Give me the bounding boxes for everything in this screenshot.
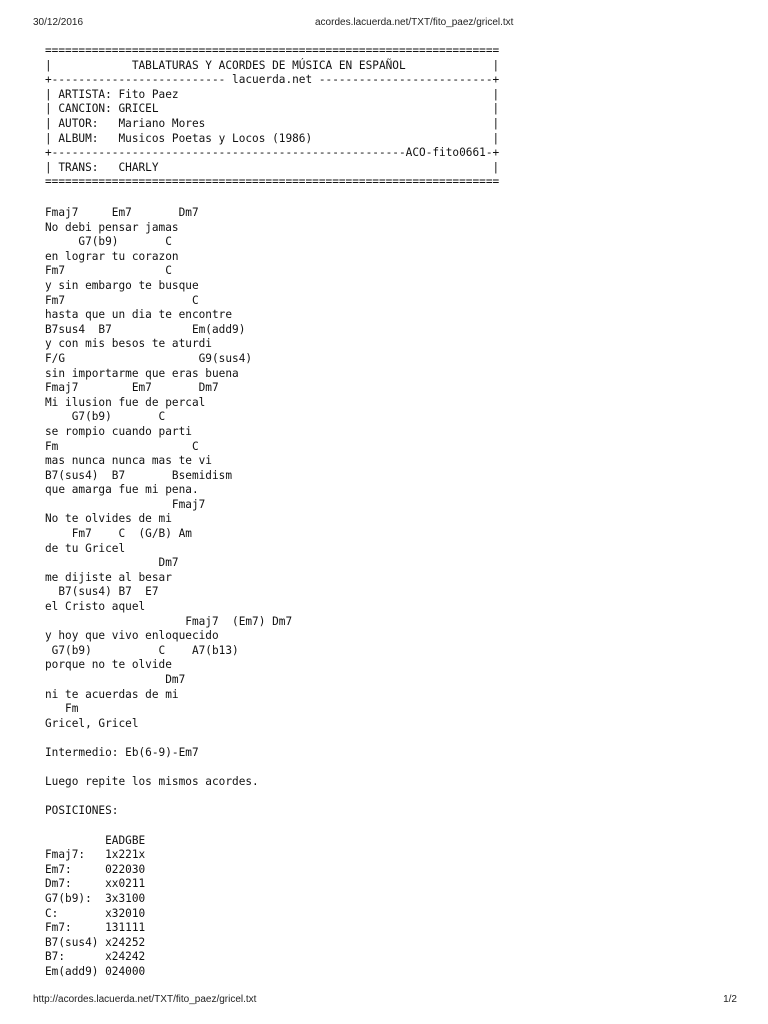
song-line: G7(b9) C xyxy=(45,410,166,424)
banner-line: | ALBUM: Musicos Poetas y Locos (1986) | xyxy=(45,131,500,145)
song-line: Dm7 xyxy=(45,673,186,686)
song-line: mas nunca nunca mas te vi xyxy=(45,454,212,468)
song-line: y hoy que vivo enloquecido xyxy=(45,629,219,643)
song-line: el Cristo aquel xyxy=(45,600,146,614)
banner-line: | ARTISTA: Fito Paez | xyxy=(45,87,500,101)
song-line xyxy=(45,761,292,776)
song-line xyxy=(45,790,292,805)
song-line: B7(sus4) B7 Bsemidism xyxy=(45,468,233,482)
song-line: Mi ilusion fue de percal xyxy=(45,395,206,409)
print-date: 30/12/2016 xyxy=(33,17,84,28)
song-line xyxy=(45,819,292,834)
song-line: en lograr tu corazon xyxy=(45,249,179,263)
banner-line: | AUTOR: Mariano Mores | xyxy=(45,116,500,130)
song-line: Fmaj7 xyxy=(45,497,206,511)
print-header-url: acordes.lacuerda.net/TXT/fito_paez/gricel.txt xyxy=(315,17,514,28)
song-line: Em7: 022030 xyxy=(45,862,146,876)
song-line: Fmaj7 Em7 Dm7 xyxy=(45,206,199,219)
song-line: que amarga fue mi pena. xyxy=(45,483,199,497)
song-line: Fm xyxy=(45,702,79,716)
song-line: Fmaj7 (Em7) Dm7 xyxy=(45,614,293,628)
song-line: y con mis besos te aturdi xyxy=(45,337,212,351)
song-line: Fmaj7: 1x221x xyxy=(45,848,146,862)
song-line: B7(sus4) x24252 xyxy=(45,935,146,949)
song-line: Fmaj7 Em7 Dm7 xyxy=(45,381,219,395)
song-line: No te olvides de mi xyxy=(45,512,172,526)
song-line: Gricel, Gricel xyxy=(45,716,139,730)
song-line: porque no te olvide xyxy=(45,658,172,672)
song-line: B7sus4 B7 Em(add9) xyxy=(45,322,246,336)
banner-line: | TABLATURAS Y ACORDES DE MÚSICA EN ESPAÑOL | xyxy=(45,58,500,72)
song-line: Fm7: 131111 xyxy=(45,921,146,935)
song-line: hasta que un dia te encontre xyxy=(45,308,233,322)
song-line: B7: x24242 xyxy=(45,950,146,964)
song-line: Fm7 C xyxy=(45,293,199,307)
song-line: Fm7 C xyxy=(45,264,172,278)
banner-line: | CANCION: GRICEL | xyxy=(45,102,500,116)
song-line: EADGBE xyxy=(45,833,146,847)
song-line xyxy=(45,731,292,746)
song-line: C: x32010 xyxy=(45,906,146,920)
song-line: sin importarme que eras buena xyxy=(45,366,239,380)
song-line: me dijiste al besar xyxy=(45,570,172,584)
banner-line: +-----------------------------------------------------ACO-fito0661-+ xyxy=(45,146,500,160)
info-banner xyxy=(45,44,499,190)
banner-line: +-------------------------- lacuerda.net --------------------------+ xyxy=(45,73,500,87)
song-line: Em(add9) 024000 xyxy=(45,964,146,978)
song-line: G7(b9): 3x3100 xyxy=(45,891,146,905)
song-line: Intermedio: Eb(6-9)-Em7 xyxy=(45,745,199,759)
song-line: y sin embargo te busque xyxy=(45,278,199,292)
song-line: POSICIONES: xyxy=(45,804,119,818)
song-line: ni te acuerdas de mi xyxy=(45,687,179,701)
song-line: de tu Gricel xyxy=(45,541,126,555)
song-line: Dm7 xyxy=(45,556,179,570)
song-line: F/G G9(sus4) xyxy=(45,351,253,365)
song-body xyxy=(45,206,292,979)
song-line: G7(b9) C A7(b13) xyxy=(45,643,239,657)
banner-line: | TRANS: CHARLY | xyxy=(45,160,500,174)
song-line: G7(b9) C xyxy=(45,235,172,249)
song-line: Fm C xyxy=(45,439,199,453)
song-line: Luego repite los mismos acordes. xyxy=(45,775,259,789)
print-footer-url[interactable]: http://acordes.lacuerda.net/TXT/fito_paez/gricel.txt xyxy=(33,994,257,1005)
page-number: 1/2 xyxy=(723,994,737,1005)
song-line: Dm7: xx0211 xyxy=(45,877,146,891)
song-line: se rompio cuando parti xyxy=(45,424,192,438)
banner-line: ==================================================================== xyxy=(45,175,500,189)
song-line: B7(sus4) B7 E7 xyxy=(45,585,159,599)
song-line: Fm7 C (G/B) Am xyxy=(45,527,192,541)
banner-line: ==================================================================== xyxy=(45,44,500,57)
song-line: No debi pensar jamas xyxy=(45,220,179,234)
